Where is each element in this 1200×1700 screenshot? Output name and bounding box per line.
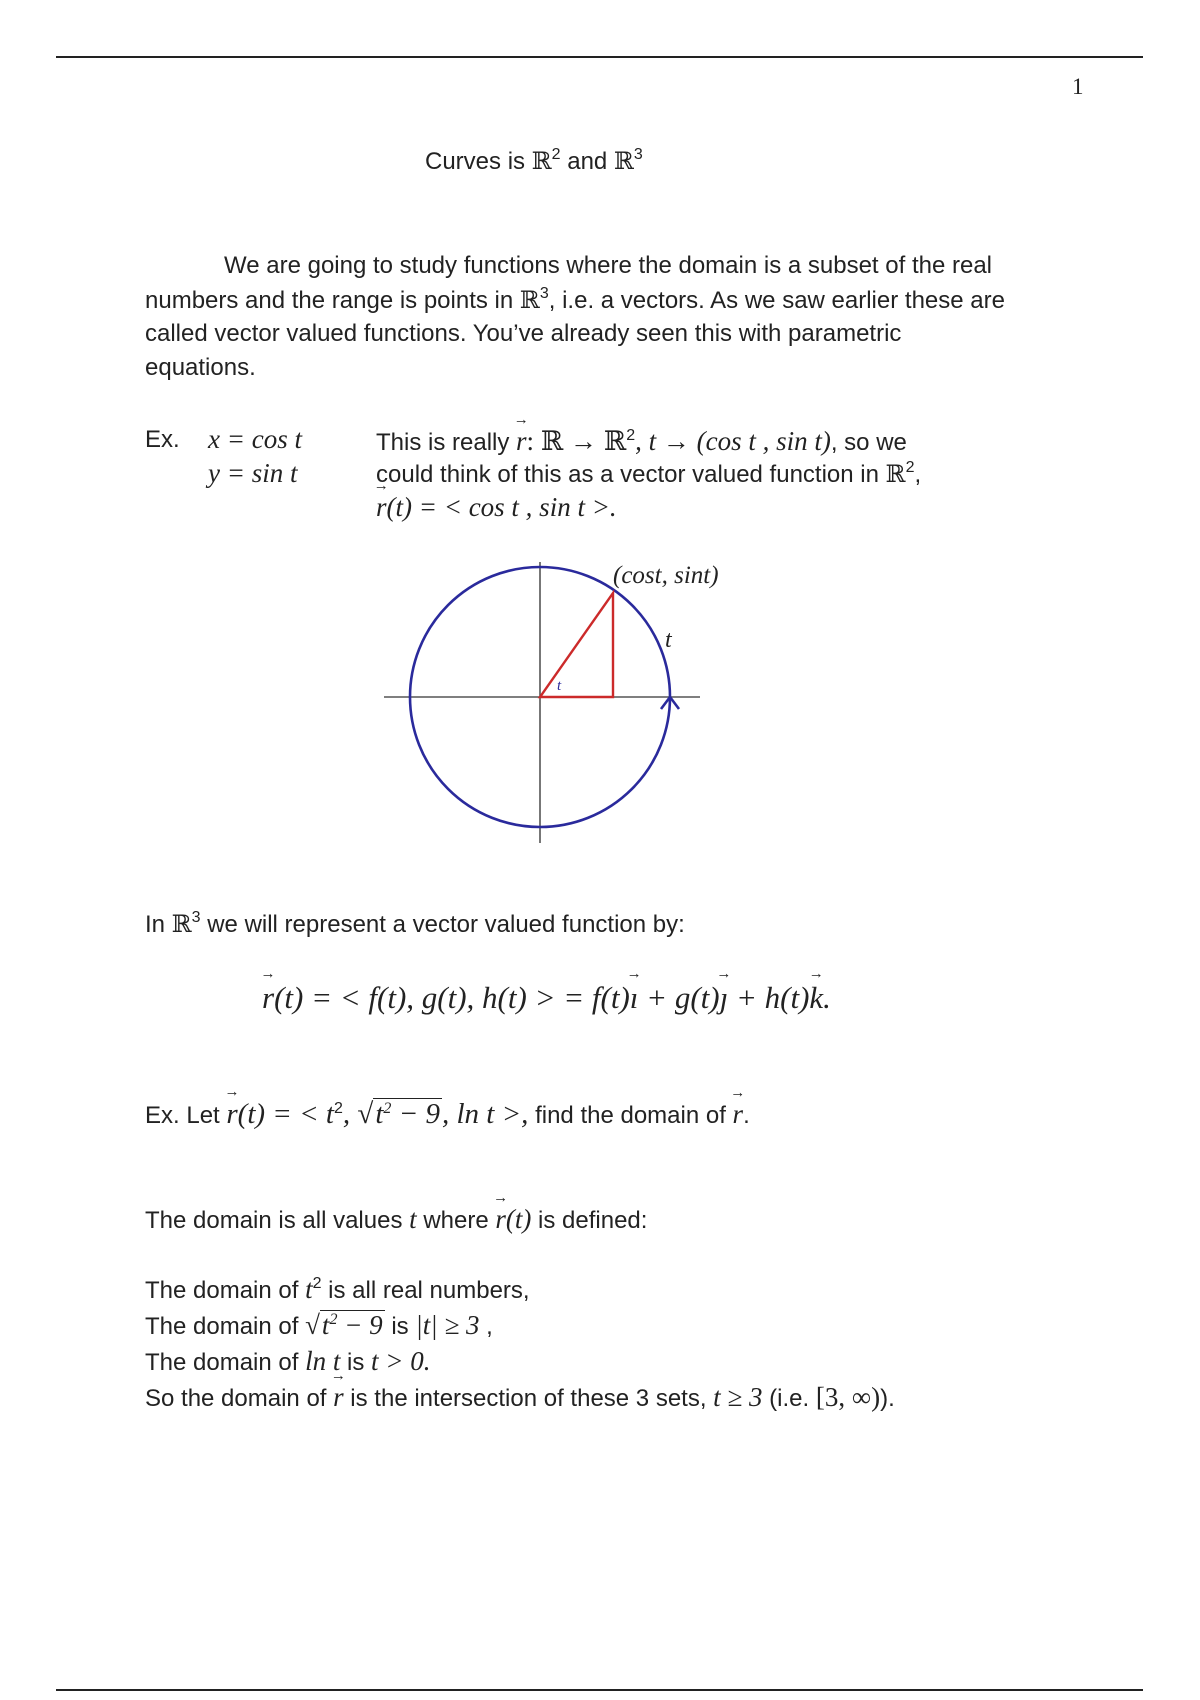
angle-label: t bbox=[557, 678, 562, 694]
solution-line-3: The domain of ln t is t > 0. bbox=[145, 1346, 431, 1376]
top-rule bbox=[56, 56, 1143, 58]
solution-line-2: The domain of $√t^2 - 9$ is |t| ≥ 3 , bbox=[145, 1310, 493, 1340]
example1-desc-2: could think of this as a vector valued function in ℝ$^2$, bbox=[376, 459, 922, 488]
example1-desc-3: → r(t) = < cos t , sin t >. bbox=[376, 492, 617, 523]
example1-eq-y: y = sin t bbox=[208, 458, 298, 488]
intro-line-4: equations. bbox=[145, 354, 256, 381]
intro-line-3: called vector valued functions. You’ve already seen this with parametric bbox=[145, 320, 902, 347]
sqrt-sign: √ bbox=[357, 1098, 374, 1130]
unit-circle-figure bbox=[360, 550, 760, 850]
section2-intro: In ℝ$^3$ we will represent a vector valued function by: bbox=[145, 909, 685, 938]
intro-line-2: numbers and the range is points in ℝ$^3$, i.e. a vectors. As we saw earlier these are bbox=[145, 285, 1005, 314]
reference-triangle bbox=[540, 593, 613, 697]
arc-label: t bbox=[665, 627, 672, 653]
page-title: Curves is ℝ$^2$ and ℝ$^3$ bbox=[425, 146, 643, 175]
intro-line-1: We are going to study functions where the domain is a subset of the real bbox=[224, 252, 992, 279]
example1-label: Ex. bbox=[145, 426, 180, 453]
sqrt-sign-2: √ bbox=[305, 1310, 320, 1340]
example2: Ex. Let → r(t) = < $t^2$, $√t^2 - 9$, ln t >, find the domain of → r. bbox=[145, 1098, 750, 1131]
solution-line-1: The domain of $t^2$ is all real numbers, bbox=[145, 1274, 530, 1304]
vector-function-formula: → r(t) = < f(t), g(t), h(t) > = f(t)→ ı + g(t)→ ȷ + h(t)→ k. bbox=[262, 980, 831, 1016]
example1-eq-x: x = cos t bbox=[208, 424, 302, 454]
sqrt-radicand-2: $t^2 - 9$ bbox=[321, 1310, 383, 1340]
solution-intro: The domain is all values t where → r(t) is defined: bbox=[145, 1204, 647, 1235]
example1-desc-1: This is really → r: ℝ → ℝ$^2$, t → (cos t , sin t), so we bbox=[376, 426, 907, 457]
solution-line-4: So the domain of → r is the intersection of these 3 sets, t ≥ 3 (i.e. [3, ∞)). bbox=[145, 1382, 895, 1413]
bottom-rule bbox=[56, 1689, 1143, 1691]
page-number: 1 bbox=[1072, 74, 1084, 99]
sqrt-radicand: $t^2 - 9$ bbox=[375, 1098, 440, 1130]
point-label: (cost, sint) bbox=[613, 562, 719, 589]
